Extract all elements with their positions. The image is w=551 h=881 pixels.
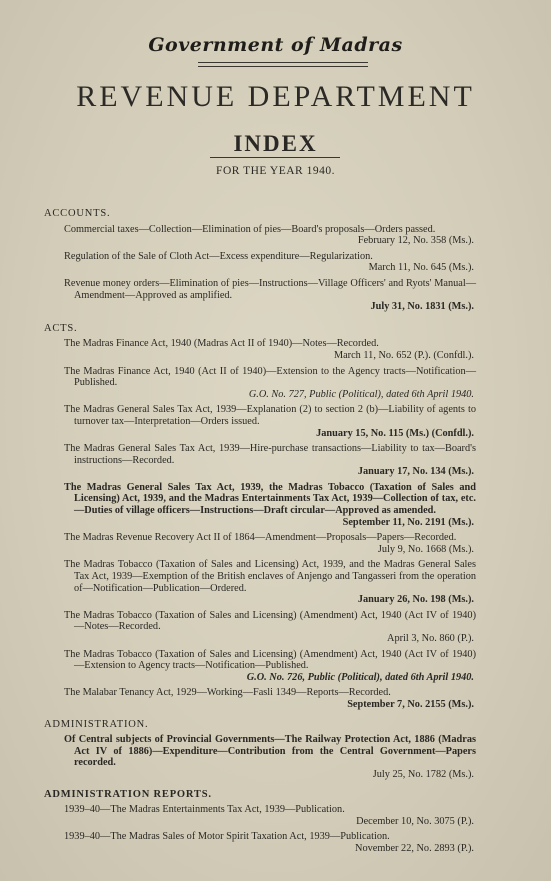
entry-text: The Madras General Sales Tax Act, 1939, the Madras Tobacco (Taxation of Sales and Licensing) Act, 1939, and the Madras Entertainments Tax Act, 1939—Collection of tax, etc.—Duties of village officers—Instructions—Draft circular—Approved as amended. (64, 481, 476, 517)
entry-text: Revenue money orders—Elimination of pies—Instructions—Village Officers' and Ryots' Manual—Amendment—Approved as amplified. (64, 277, 476, 301)
index-entry (64, 278, 476, 313)
index-entry (64, 251, 476, 274)
index-entry (64, 610, 476, 645)
entry-text: The Madras General Sales Tax Act, 1939—Explanation (2) to section 2 (b)—Liability of agents to turnover tax—Interpretation—Orders issued. (64, 404, 476, 427)
entry-text: The Madras General Sales Tax Act, 1939—Hire-purchase transactions—Liability to tax—Board's instructions—Recorded. (64, 443, 476, 466)
section-title: ADMINISTRATION REPORTS. (44, 788, 212, 800)
entry-text: The Madras Tobacco (Taxation of Sales and Licensing) Act, 1939, and the Madras General Sales Tax Act, 1939—Exemption of the British enclaves of Anjengo and Tangasseri from the operation of—Notification—Publication—Ordered. (64, 559, 476, 594)
entry-text: The Madras Tobacco (Taxation of Sales and Licensing) (Amendment) Act, 1940 (Act IV of 1940)—Extension to Agency tracts—Notification—Published. (64, 648, 476, 672)
entry-text: 1939–40—The Madras Entertainments Tax Act, 1939—Publication. (64, 804, 345, 816)
index-entry (64, 734, 476, 780)
entry-reference: November 22, No. 2893 (P.). (355, 842, 474, 854)
index-entry (64, 687, 476, 710)
entry-text: The Malabar Tenancy Act, 1929—Working—Fasli 1349—Reports—Recorded. (64, 687, 391, 699)
entry-reference: July 31, No. 1831 (Ms.). (370, 301, 474, 313)
entry-reference: April 3, No. 860 (P.). (387, 633, 474, 644)
index-entry (64, 831, 476, 854)
index-entry (64, 443, 476, 478)
section-acts (44, 323, 476, 711)
index-underline (210, 157, 340, 158)
entry-text: Of Central subjects of Provincial Governments—The Railway Protection Act, 1886 (Madras Act IV of 1886)—Expenditure—Contribution from the Central Government—Papers recorded. (64, 734, 476, 769)
government-heading: Government of Madras (148, 34, 403, 56)
department-title: REVENUE DEPARTMENT (76, 80, 475, 113)
index-entry (64, 482, 476, 528)
entry-reference: March 11, No. 645 (Ms.). (368, 262, 474, 274)
entry-reference: September 7, No. 2155 (Ms.). (347, 698, 474, 710)
entry-reference: March 11, No. 652 (P.). (Confdl.). (333, 349, 474, 361)
entry-text: The Madras Tobacco (Taxation of Sales and Licensing) (Amendment) Act, 1940 (Act IV of 1940)—Notes—Recorded. (64, 609, 476, 633)
index-entry (64, 649, 476, 684)
entry-text: 1939–40—The Madras Sales of Motor Spirit Taxation Act, 1939—Publication. (64, 831, 390, 843)
section-title: ADMINISTRATION. (44, 718, 149, 730)
entry-text: The Madras Finance Act, 1940 (Madras Act II of 1940)—Notes—Recorded. (64, 338, 379, 350)
entry-reference: G.O. No. 726, Public (Political), dated 6th April 1940. (246, 671, 474, 683)
entry-text: The Madras Finance Act, 1940 (Act II of 1940)—Extension to the Agency tracts—Notification—Published. (64, 365, 476, 389)
year-subtitle: FOR THE YEAR 1940. (216, 165, 335, 177)
index-title: INDEX (233, 131, 318, 156)
entry-text: Commercial taxes—Collection—Elimination of pies—Board's proposals—Orders passed. (64, 223, 436, 235)
entry-text: Regulation of the Sale of Cloth Act—Excess expenditure—Regularization. (64, 250, 373, 262)
entry-reference: January 17, No. 134 (Ms.). (357, 466, 474, 478)
index-entry (64, 224, 476, 247)
index-entry (64, 804, 476, 827)
section-title: ACTS. (44, 322, 78, 334)
entry-reference: February 12, No. 358 (Ms.). (357, 235, 474, 247)
index-entry (64, 366, 476, 401)
entry-text: The Madras Revenue Recovery Act II of 1864—Amendment—Proposals—Papers—Recorded. (64, 532, 457, 544)
entry-reference: September 11, No. 2191 (Ms.). (342, 516, 474, 528)
index-entry (64, 559, 476, 605)
section-accounts (44, 208, 476, 313)
index-entry (64, 338, 476, 361)
index-content (44, 208, 476, 861)
index-entry (64, 532, 476, 555)
section-administration (44, 719, 476, 781)
heading-rule-top (198, 62, 368, 63)
heading-rule-bottom (198, 66, 368, 67)
entry-reference: December 10, No. 3075 (P.). (356, 815, 474, 827)
entry-reference: G.O. No. 727, Public (Political), dated 6th April 1940. (248, 388, 474, 400)
entry-reference: January 26, No. 198 (Ms.). (357, 594, 474, 606)
entry-reference: July 25, No. 1782 (Ms.). (372, 768, 474, 780)
entry-reference: January 15, No. 115 (Ms.) (Confdl.). (316, 427, 474, 439)
section-title: ACCOUNTS. (44, 208, 111, 219)
section-administration-reports (44, 789, 476, 855)
entry-reference: July 9, No. 1668 (Ms.). (377, 543, 474, 555)
index-entry (64, 404, 476, 439)
